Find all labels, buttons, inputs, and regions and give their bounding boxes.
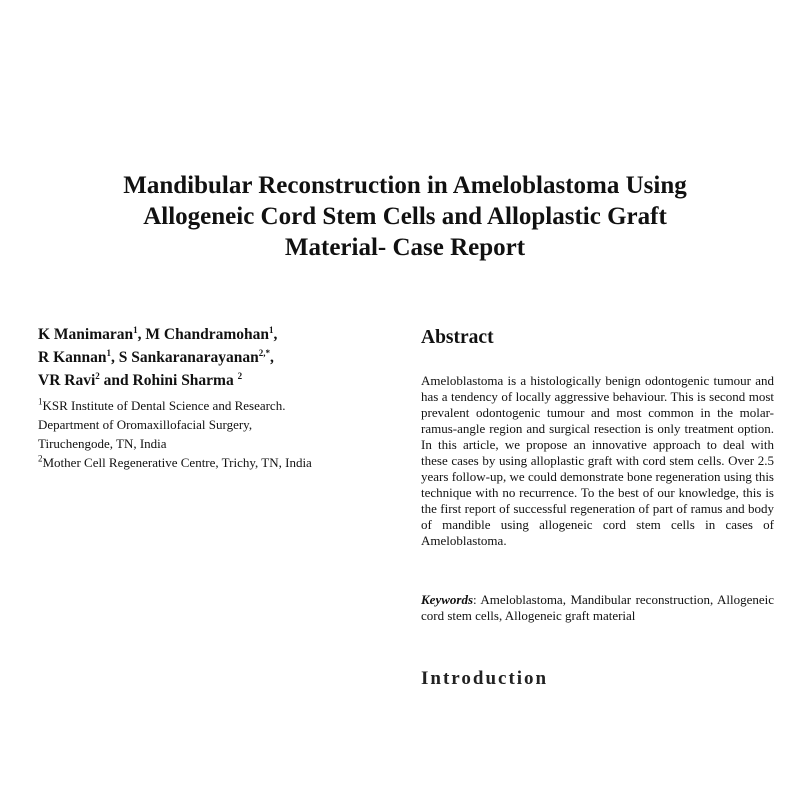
next-section-heading-cutoff xyxy=(421,666,549,689)
affiliation-mark: 1 xyxy=(38,396,43,407)
abstract-body: Ameloblastoma is a histologically benign odontogenic tumour and has a tendency of locally aggressive behaviour. This is second most prevalent odontogenic tumour and most common in the molar-ramus-angle region and surgical resection is only treatment option. In this article, we propose an innovative approach to deal with these cases by using alloplastic graft with cord stem cells. Over 2.5 years follow-up, we could demonstrate bone regeneration using this technique with no recurrence. To the best of our knowledge, this is the first report of successful regeneration of part of ramus and body of mandible using allogeneic cord stem cells in cases of Ameloblastoma. xyxy=(421,373,774,548)
author-affiliation-mark: 1 xyxy=(269,324,274,335)
author-name: M Chandramohan xyxy=(145,326,269,343)
affiliation-mark: 2 xyxy=(38,453,43,464)
author-affiliation-mark: 2 xyxy=(237,370,243,381)
author-affiliation-mark: 2 xyxy=(95,370,100,381)
author-name: Rohini Sharma xyxy=(132,372,238,389)
affiliation-text: Tiruchengode, TN, India xyxy=(38,436,167,451)
author-list xyxy=(38,323,408,392)
title-line: Mandibular Reconstruction in Ameloblastoma Using xyxy=(123,172,687,199)
title-line: Material- Case Report xyxy=(284,234,526,261)
affiliation-line xyxy=(38,396,408,415)
author-name: K Manimaran xyxy=(38,326,134,343)
author-name: R Kannan xyxy=(38,349,107,366)
keywords xyxy=(421,592,774,624)
affiliation-line xyxy=(38,415,408,434)
author-name: S Sankaranarayanan xyxy=(118,349,259,366)
next-section-heading: Introduction xyxy=(421,668,549,689)
affiliation-text: Department of Oromaxillofacial Surgery, xyxy=(38,417,253,432)
author-separator: , xyxy=(111,349,119,366)
title-line: Allogeneic Cord Stem Cells and Alloplastic Graft xyxy=(143,203,667,230)
keywords-label: Keywords xyxy=(421,592,473,607)
author-affiliation-mark: 1 xyxy=(106,347,111,358)
affiliation-text: KSR Institute of Dental Science and Research. xyxy=(42,398,286,413)
keywords-text: Ameloblastoma, Mandibular reconstruction, Allogeneic cord stem cells, Allogeneic graft material xyxy=(421,592,774,623)
author-separator: , xyxy=(137,326,146,343)
author-affiliation-mark: 2,* xyxy=(258,347,270,358)
author-separator: and xyxy=(99,372,133,389)
author-separator: , xyxy=(269,349,274,366)
author-separator: , xyxy=(273,326,278,343)
author-line xyxy=(38,323,408,346)
abstract-heading: Abstract xyxy=(421,327,494,348)
keywords-separator: : xyxy=(473,592,481,607)
affiliation-line xyxy=(38,453,408,472)
affiliation-line xyxy=(38,434,408,453)
author-affiliation-mark: 1 xyxy=(133,324,138,335)
affiliation-list xyxy=(38,396,408,472)
affiliation-text: Mother Cell Regenerative Centre, Trichy, TN, India xyxy=(42,455,312,470)
paper-title xyxy=(60,170,750,263)
author-line xyxy=(38,346,408,369)
author-line xyxy=(38,369,408,392)
author-name: VR Ravi xyxy=(38,372,96,389)
